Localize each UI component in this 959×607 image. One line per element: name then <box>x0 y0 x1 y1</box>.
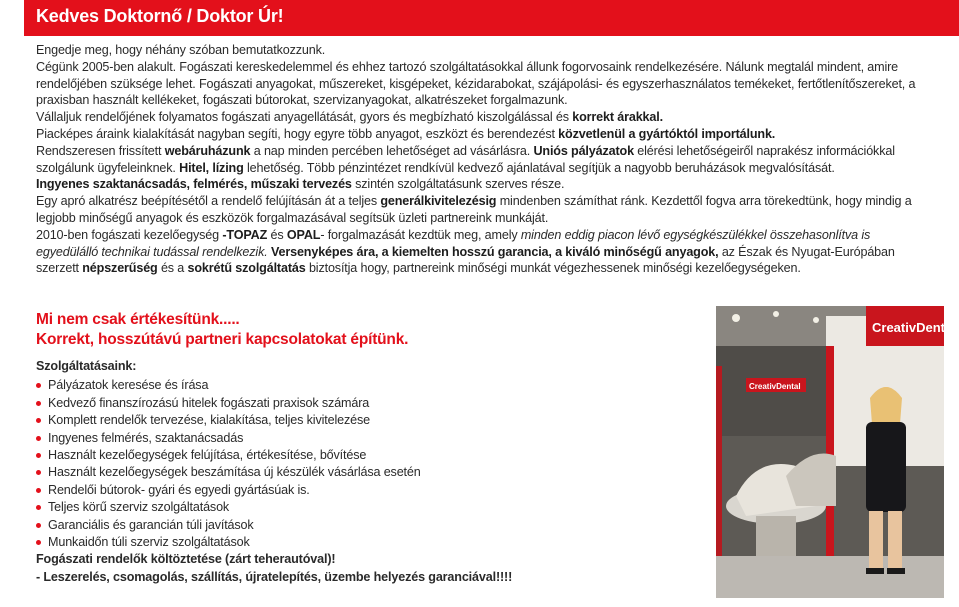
list-item: Komplett rendelők tervezése, kialakítása, teljes kivitelezése <box>36 412 596 429</box>
intro-paragraph: 2010-ben fogászati kezelőegység -TOPAZ és OPAL- forgalmazását kezdtük meg, amely minden eddig piacon lévő egységkészülékkel összehasonlítva is egyedülálló technikai tudással rendelkezik. Versenyképes ára, a kiemelten hosszú garancia, a kiváló minőségű anyagok, az Észak és Nyugat-Európában szerzett népszerűség és a sokrétű szolgáltatás biztosítja hogy, partnereink minőségi munkát végezhessenek minőségi kezelőegységeken. <box>36 227 895 276</box>
list-item: Rendelői bútorok- gyári és egyedi gyártásúak is. <box>36 482 596 499</box>
services-section <box>36 358 596 586</box>
slogan <box>36 310 408 350</box>
intro-paragraph: Vállaljuk rendelőjének folyamatos fogászati anyagellátását, gyors és megbízható kiszolgálással és korrekt árakkal. <box>36 110 663 125</box>
bullet-icon <box>36 418 41 423</box>
services-list <box>36 377 596 551</box>
slogan-line-1: Mi nem csak értékesítünk..... <box>36 311 240 328</box>
stand-sign-small: CreativDental <box>749 382 801 391</box>
photo-illustration <box>716 306 956 598</box>
relocation-note: Fogászati rendelők költöztetése (zárt teherautóval)! <box>36 552 336 567</box>
bullet-icon <box>36 505 41 510</box>
stand-sign: CreativDental <box>872 320 956 335</box>
relocation-detail: - Leszerelés, csomagolás, szállítás, újratelepítés, üzembe helyezés garanciával!!!! <box>36 569 513 584</box>
bullet-icon <box>36 401 41 406</box>
intro-paragraph: Rendszeresen frissített webáruházunk a nap minden percében lehetőséget ad vásárlásra. Uniós pályázatok elérési lehetőségeiről naprakész információkkal szolgálunk ügyfeleinknek. Hitel, lízing lehetőség. Több pénzintézet rendkívül kedvező ajánlatával segítjük a nagyobb beruházások megvalósítását. <box>36 143 895 175</box>
intro-text <box>36 42 916 277</box>
services-title: Szolgáltatásaink: <box>36 359 137 373</box>
intro-paragraph: Egy apró alkatrész beépítésétől a rendelő felújításán át a teljes generálkivitelezésig mindenben számíthat ránk. Kezdettől fogva arra törekedtünk, hogy mindig a legjobb minőségű anyagok és eszközök forgalmazásával segítsük üzleti partnereink munkáját. <box>36 194 912 225</box>
bullet-icon <box>36 488 41 493</box>
intro-paragraph: Engedje meg, hogy néhány szóban bemutatkozzunk. <box>36 43 326 57</box>
list-item: Pályázatok keresése és írása <box>36 377 596 394</box>
bullet-icon <box>36 383 41 388</box>
header-banner <box>24 0 959 36</box>
page-title: Kedves Doktornő / Doktor Úr! <box>36 6 284 26</box>
list-item: Használt kezelőegységek beszámítása új készülék vásárlása esetén <box>36 464 596 481</box>
bullet-icon <box>36 523 41 528</box>
exhibition-photo <box>716 306 956 598</box>
bullet-icon <box>36 436 41 441</box>
intro-paragraph: Piacképes áraink kialakítását nagyban segíti, hogy egyre több anyagot, eszközt és berendezést közvetlenül a gyártóktól importálunk. <box>36 126 776 141</box>
list-item: Teljes körű szerviz szolgáltatások <box>36 499 596 516</box>
intro-paragraph: Ingyenes szaktanácsadás, felmérés, műszaki tervezés szintén szolgáltatásunk szerves része. <box>36 177 565 192</box>
bullet-icon <box>36 540 41 545</box>
list-item: Kedvező finanszírozású hitelek fogászati praxisok számára <box>36 395 596 412</box>
bullet-icon <box>36 470 41 475</box>
list-item: Garanciális és garancián túli javítások <box>36 517 596 534</box>
list-item: Használt kezelőegységek felújítása, értékesítése, bővítése <box>36 447 596 464</box>
slogan-line-2: Korrekt, hosszútávú partneri kapcsolatokat építünk. <box>36 331 409 348</box>
bullet-icon <box>36 453 41 458</box>
list-item: Ingyenes felmérés, szaktanácsadás <box>36 430 596 447</box>
intro-paragraph: Cégünk 2005-ben alakult. Fogászati kereskedelemmel és ehhez tartozó szolgáltatásokkal állunk fogorvosaink rendelkezésére. Nálunk megtalál mindent, amire rendelőjében szüksége lehet. Fogászati anyagokat, műszereket, kisgépeket, kézidarabokat, szájápolási- és egyszerhasználatos temékeket, fertőtlenítőszereket, a praxisban használt kellékeket, fogászati bútorokat, szervizanyagokat, alkatrészeket forgalmazunk. <box>36 59 916 108</box>
list-item: Munkaidőn túli szerviz szolgáltatások <box>36 534 596 551</box>
